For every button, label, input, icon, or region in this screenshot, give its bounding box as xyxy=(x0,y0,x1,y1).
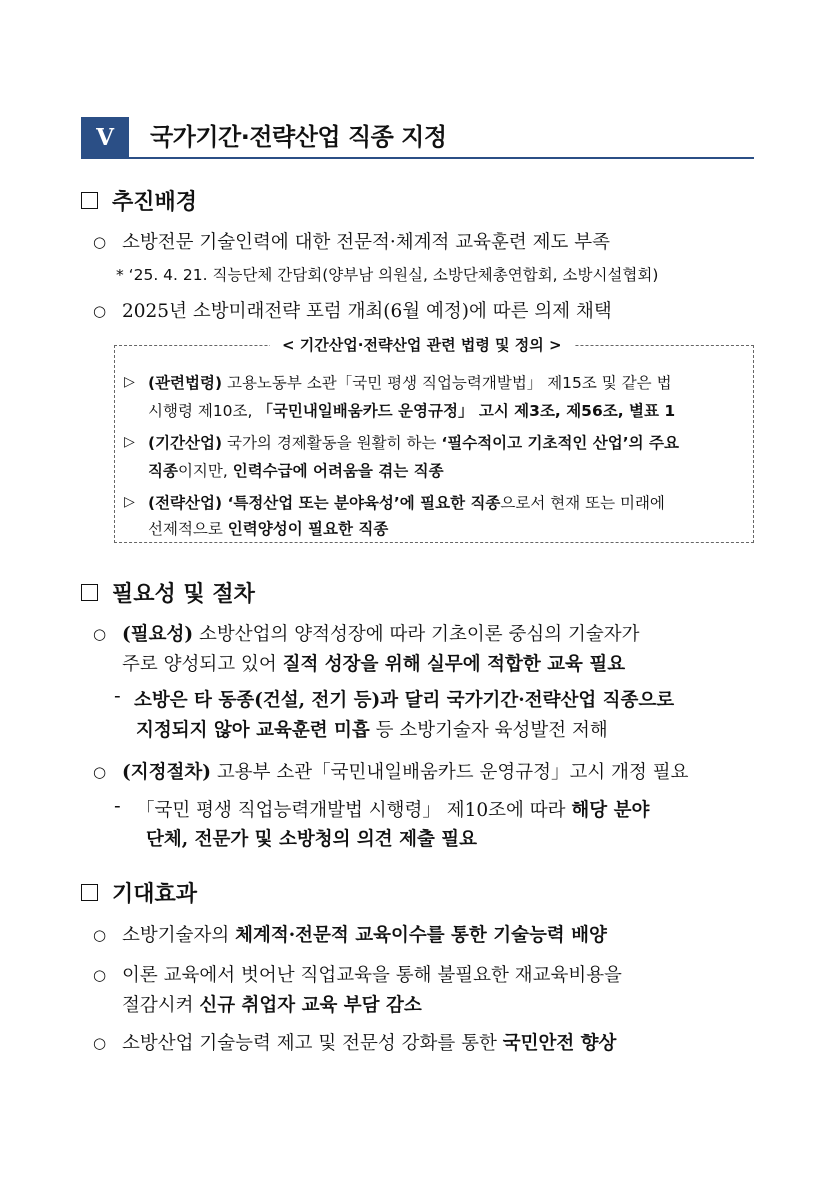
definition-box-title: < 기간산업·전략산업 관련 법령 및 정의 > xyxy=(270,334,574,355)
checkbox-square-icon xyxy=(81,584,98,601)
s2-bullet-2: (지정절차) 고용부 소관「국민내일배움카드 운영규정」고시 개정 필요 xyxy=(122,762,689,783)
box-item-2-line-1: (기간산업) 국가의 경제활동을 원활히 하는 ‘필수적이고 기초적인 산업’의 주요 xyxy=(148,434,679,452)
box-item-3-line-2: 선제적으로 인력양성이 필요한 직종 xyxy=(148,520,389,538)
subheading-background xyxy=(81,184,197,216)
s2-dash-2-line-1: 「국민 평생 직업능력개발법 시행령」 제10조에 따라 해당 분야 xyxy=(136,800,650,821)
section-number-badge xyxy=(81,117,129,157)
subheading-effects xyxy=(81,876,197,908)
box-item-2-line-2: 직종이지만, 인력수급에 어려움을 겪는 직종 xyxy=(148,462,444,480)
dash-bullet: - xyxy=(114,796,121,817)
s2-dash-2-line-2: 단체, 전문가 및 소방청의 의견 제출 필요 xyxy=(146,829,478,850)
s2-dash-1-line-2: 지정되지 않아 교육훈련 미흡 등 소방기술자 육성발전 저해 xyxy=(136,720,608,741)
subheading-effects-label: 기대효과 xyxy=(112,881,198,907)
checkbox-square-icon xyxy=(81,192,98,209)
box-item-1-line-2: 시행령 제10조, 「국민내일배움카드 운영규정」 고시 제3조, 제56조, 별표 1 xyxy=(148,402,676,420)
box-item-3-line-1: (전략산업) ‘특정산업 또는 분야육성’에 필요한 직종으로서 현재 또는 미래에 xyxy=(148,494,665,512)
circle-bullet: ○ xyxy=(93,763,107,781)
dash-bullet: - xyxy=(114,686,121,707)
circle-bullet: ○ xyxy=(93,625,107,643)
subheading-necessity-label: 필요성 및 절차 xyxy=(112,581,255,607)
s2-bullet-1-line-2: 주로 양성되고 있어 질적 성장을 위해 실무에 적합한 교육 필요 xyxy=(122,654,626,675)
s2-bullet-1-line-1: (필요성) 소방산업의 양적성장에 따라 기초이론 중심의 기술자가 xyxy=(122,624,640,645)
circle-bullet: ○ xyxy=(93,926,107,944)
s3-bullet-1: 소방기술자의 체계적·전문적 교육이수를 통한 기술능력 배양 xyxy=(122,925,607,946)
section-title-rule xyxy=(81,157,754,159)
s1-bullet-1: 소방전문 기술인력에 대한 전문적·체계적 교육훈련 제도 부족 xyxy=(122,232,610,253)
s3-bullet-2-line-2: 절감시켜 신규 취업자 교육 부담 감소 xyxy=(122,995,422,1016)
circle-bullet: ○ xyxy=(93,233,107,251)
triangle-bullet-icon: ▷ xyxy=(124,374,135,390)
checkbox-square-icon xyxy=(81,884,98,901)
box-item-1-line-1: (관련법령) 고용노동부 소관「국민 평생 직업능력개발법」 제15조 및 같은 법 xyxy=(148,374,672,392)
circle-bullet: ○ xyxy=(93,966,107,984)
s3-bullet-3: 소방산업 기술능력 제고 및 전문성 강화를 통한 국민안전 향상 xyxy=(122,1033,617,1054)
subheading-necessity xyxy=(81,576,255,608)
section-title: 국가기간·전략산업 직종 지정 xyxy=(150,123,447,151)
subheading-background-label: 추진배경 xyxy=(112,189,198,215)
triangle-bullet-icon: ▷ xyxy=(124,494,135,510)
section-number: V xyxy=(96,123,114,151)
s1-bullet-2: 2025년 소방미래전략 포럼 개최(6월 예정)에 따른 의제 채택 xyxy=(122,301,612,322)
circle-bullet: ○ xyxy=(93,302,107,320)
circle-bullet: ○ xyxy=(93,1034,107,1052)
s1-note: * ‘25. 4. 21. 직능단체 간담회(양부남 의원실, 소방단체총연합회, 소방시설협회) xyxy=(116,266,659,284)
s2-dash-1-line-1: 소방은 타 동종(건설, 전기 등)과 달리 국가기간·전략산업 직종으로 xyxy=(134,690,675,711)
s3-bullet-2-line-1: 이론 교육에서 벗어난 직업교육을 통해 불필요한 재교육비용을 xyxy=(122,965,622,986)
triangle-bullet-icon: ▷ xyxy=(124,434,135,450)
